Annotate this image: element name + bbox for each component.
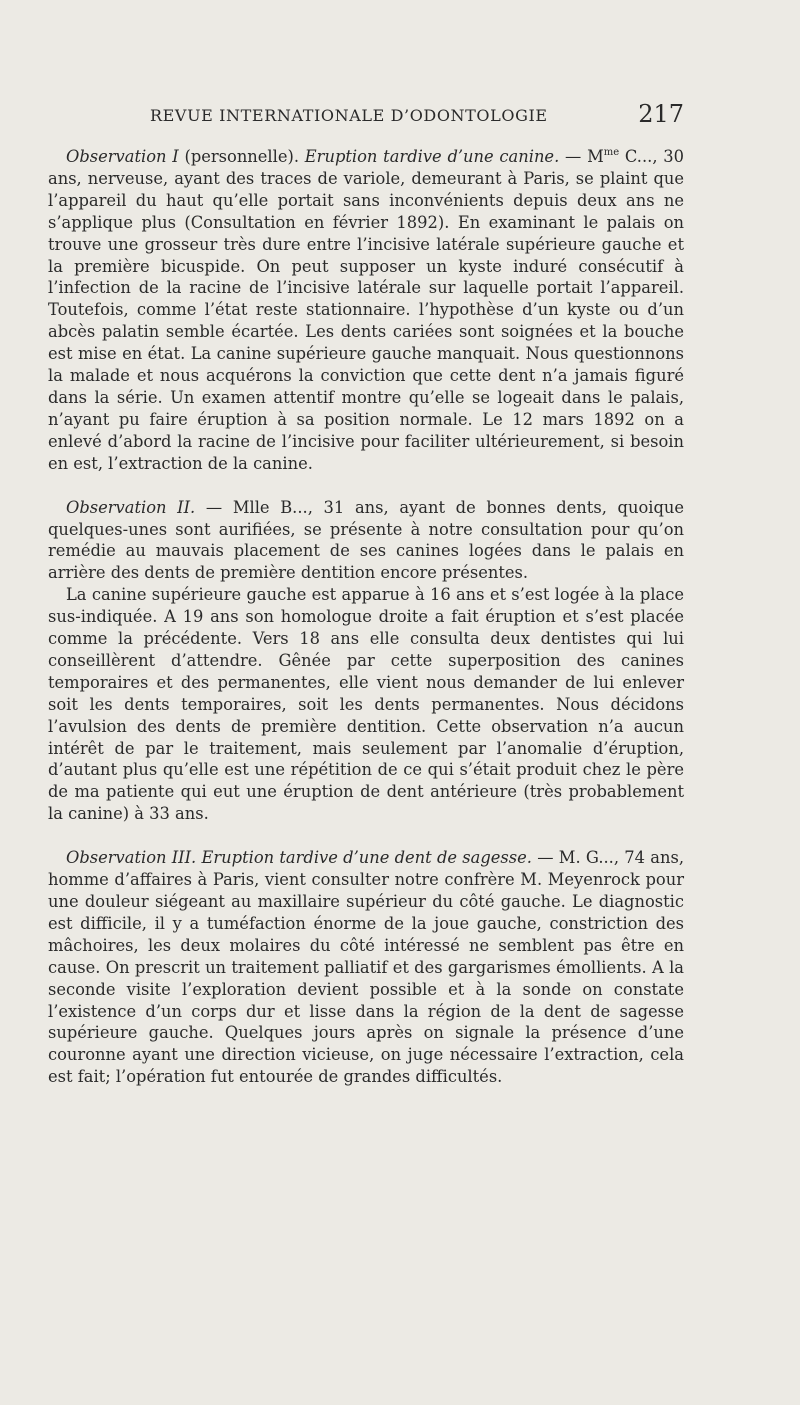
page-header — [48, 98, 684, 130]
observation-3-heading: Observation III. — [66, 848, 197, 868]
observation-3-text: — M. G..., 74 ans, homme d’affaires à Paris, vient consulter notre confrère M. Meyenrock pour une douleur siégeant au maxillaire supérieur du côté gauche. Le diagnostic est difficile, il y a tuméfaction énorme de la joue gauche, constriction des mâchoires, les deux molaires du côté intéressé ne semblent pas être en cause. On prescrit un traitement palliatif et des gargarismes émollients. A la seconde visite l’exploration devient possible et à la sonde on constate l’existence d’un corps dur et lisse dans la région de la dent de sagesse supérieure gauche. Quelques jours après on signale la présence d’une couronne ayant une direction vicieuse, on juge nécessaire l’extraction, cela est fait; l’opération fut entourée de grandes difficultés. — [48, 848, 684, 1087]
observation-3 — [48, 847, 684, 1088]
running-title: REVUE INTERNATIONALE D’ODONTOLOGIE — [150, 106, 548, 125]
observation-1-source: (personnelle). — [178, 147, 305, 166]
observation-2-text: — Mlle B..., 31 ans, ayant de bonnes dents, quoique quelques-unes sont aurifiées, se présente à notre consultation pour qu’on remédie au mauvais placement de ses canines logées dans le palais en arrière des dents de première dentition encore présentes. — [48, 497, 684, 583]
observation-1-heading: Observation I — [66, 147, 179, 166]
observation-3-title: Eruption tardive d’une dent de sagesse. — [196, 848, 532, 868]
observation-2-heading: Observation II. — [66, 497, 196, 517]
observation-1-dash: — M — [559, 147, 604, 166]
body-text — [48, 142, 684, 1088]
observation-1 — [48, 142, 684, 475]
observation-2-text-2: La canine supérieure gauche est apparue à 16 ans et s’est logée à la place sus-indiquée. A 19 ans son homologue droite a fait éruption et s’est placée comme la précédente. Vers 18 ans elle consulta deux dentistes qui lui conseillèrent d’attendre. Gênée par cette superposition des canines temporaires et des permanentes, elle vient nous demander de lui enlever soit les dents temporaires, soit les dents permanentes. Nous décidons l’avulsion des dents de première dentition. Cette observation n’a aucun intérêt de par le traitement, mais seulement par l’anomalie d’éruption, d’autant plus qu’elle est une répétition de ce qui s’était produit chez le père de ma patiente qui eut une éruption de dent antérieure (très probablement la canine) à 33 ans. — [48, 585, 684, 824]
page-number: 217 — [638, 100, 684, 128]
observation-1-superscript: me — [603, 147, 620, 158]
observation-2-paragraph-2 — [48, 584, 684, 825]
observation-1-text: C..., 30 ans, nerveuse, ayant des traces de variole, demeurant à Paris, se plaint que l’appareil du haut qu’elle portait sans inconvénients depuis deux ans ne s’applique plus (Consultation en février 1892). En examinant le palais on trouve une grosseur très dure entre l’incisive latérale supérieure gauche et la première bicuspide. On peut supposer un kyste induré consécutif à l’infection de la racine de l’incisive latérale sur laquelle portait l’appareil. Toutefois, comme l’état reste stationnaire. l’hypothèse d’un kyste ou d’un abcès palatin semble écartée. Les dents cariées sont soignées et la bouche est mise en état. La canine supérieure gauche manquait. Nous questionnons la malade et nous acquérons la conviction que cette dent n’a jamais figuré dans la série. Un examen attentif montre qu’elle se logeait dans le palais, n’ayant pu faire éruption à sa position normale. Le 12 mars 1892 on a enlevé d’abord la racine de l’incisive pour faciliter ultérieurement, si besoin en est, l’extraction de la canine. — [48, 147, 684, 473]
observation-1-title: Eruption tardive d’une canine. — [304, 147, 560, 166]
observation-2 — [48, 497, 684, 585]
